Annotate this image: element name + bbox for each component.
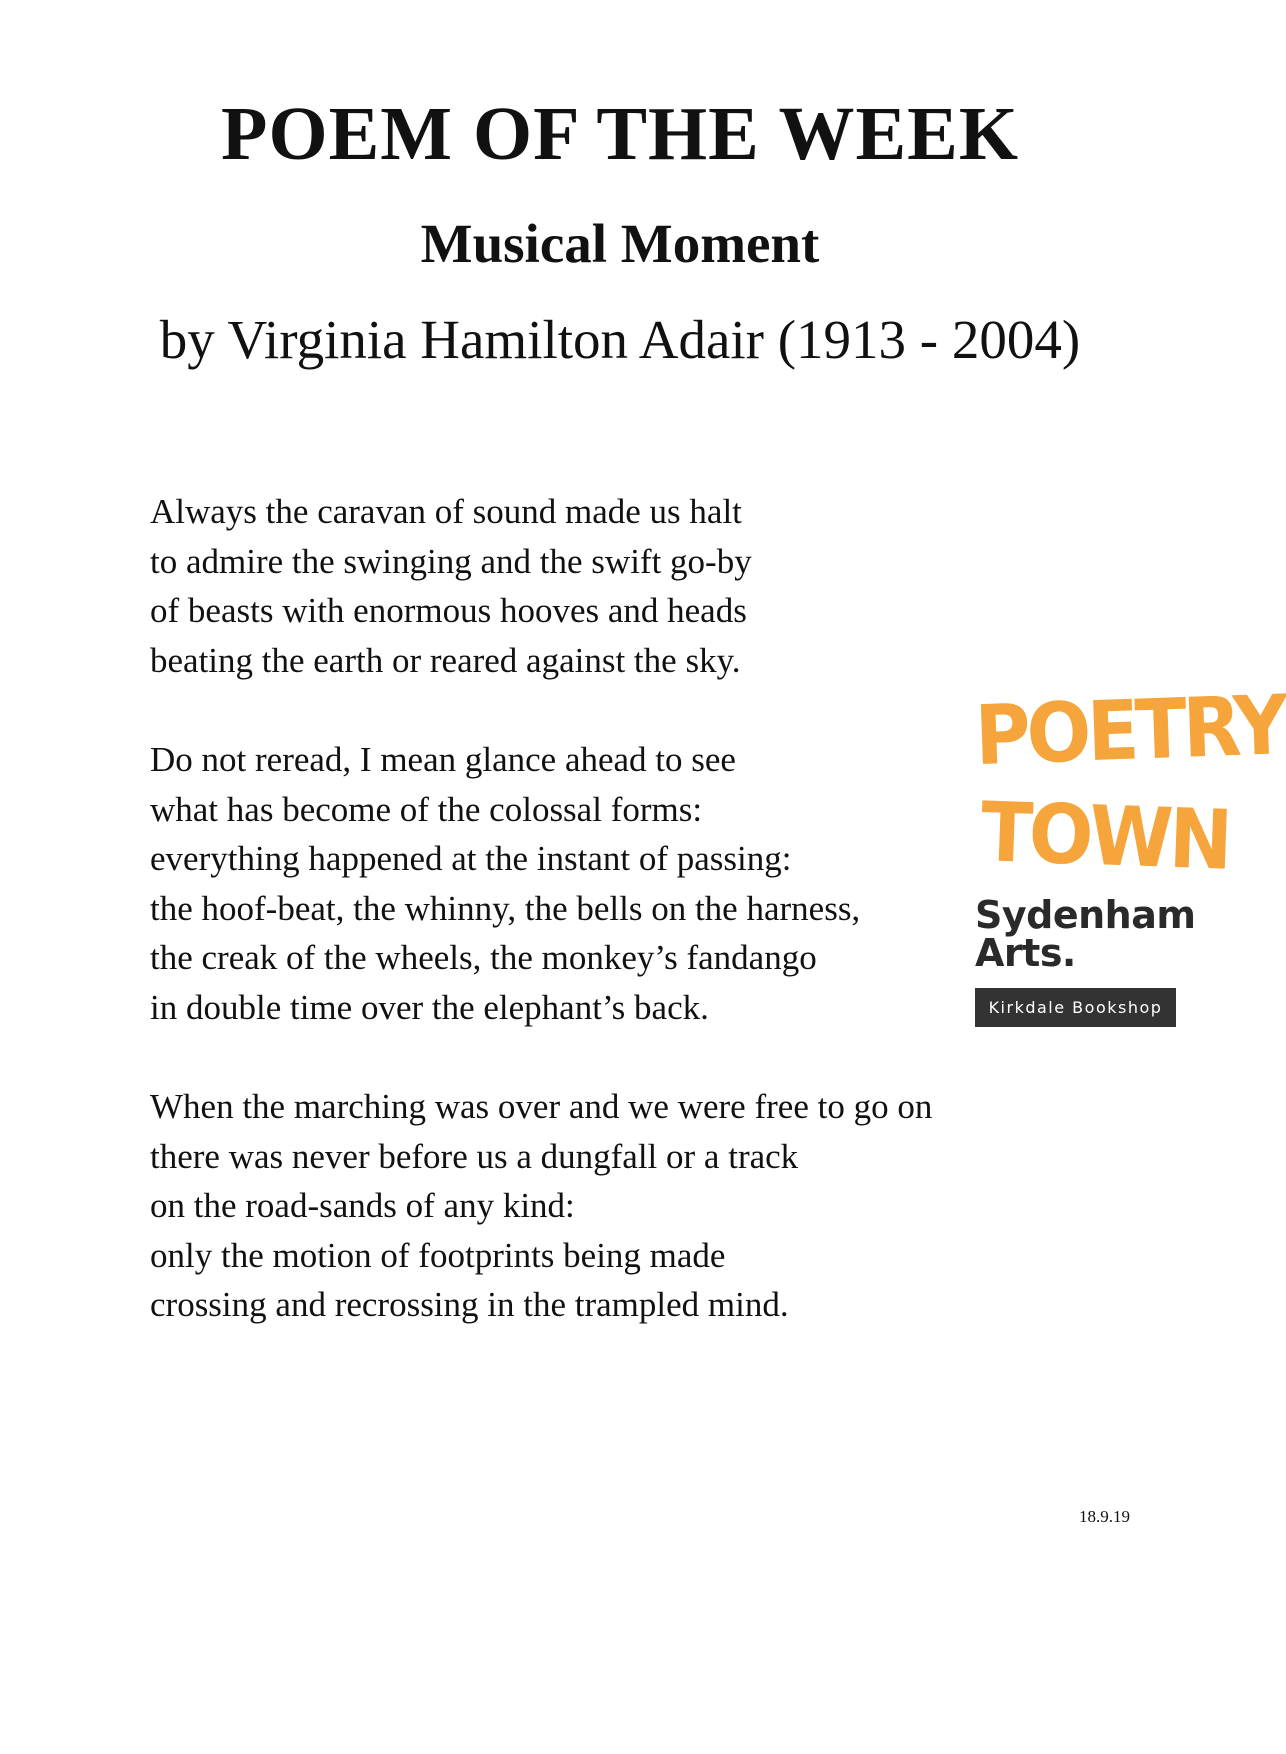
- logo-arts-text: Arts.: [975, 931, 1076, 975]
- stanza-3: [150, 1082, 1010, 1330]
- poem-byline: by Virginia Hamilton Adair (1913 - 2004): [159, 309, 1081, 370]
- poem-line: Always the caravan of sound made us halt: [150, 492, 742, 531]
- sydenham-arts-wordmark: [975, 893, 1196, 975]
- poem-line: Do not reread, I mean glance ahead to see: [150, 740, 736, 779]
- poem-line: there was never before us a dungfall or a track: [150, 1136, 799, 1176]
- poem-line: to admire the swinging and the swift go-by: [150, 541, 752, 581]
- stanza-1: [150, 487, 1010, 685]
- poem-line: When the marching was over and we were free to go on: [150, 1087, 933, 1126]
- logo-town-text: TOWN: [979, 783, 1231, 889]
- poem-line: the creak of the wheels, the monkey’s fandango: [150, 938, 817, 977]
- poetry-town-wordmark: [973, 676, 1286, 889]
- poetry-town-logo: [973, 676, 1286, 1028]
- poem-line: everything happened at the instant of passing:: [150, 839, 792, 878]
- logo-sydenham-text: Sydenham: [975, 893, 1196, 937]
- poem-line: what has become of the colossal forms:: [150, 789, 703, 829]
- poem-title: Musical Moment: [420, 213, 820, 274]
- poem-line: the hoof-beat, the whinny, the bells on the harness,: [150, 888, 861, 928]
- date-stamp: 18.9.19: [1079, 1507, 1130, 1526]
- poem-line: beating the earth or reared against the sky.: [150, 640, 741, 680]
- poem-line: of beasts with enormous hooves and heads: [150, 591, 747, 630]
- poem-line: in double time over the elephant’s back.: [150, 987, 709, 1027]
- stanza-2: [150, 735, 1010, 1032]
- poem-line: crossing and recrossing in the trampled mind.: [150, 1285, 789, 1324]
- kirkdale-bookshop-badge: Kirkdale Bookshop: [975, 988, 1176, 1027]
- main-heading: POEM OF THE WEEK: [221, 92, 1019, 176]
- poem-line: on the road-sands of any kind:: [150, 1186, 575, 1225]
- poem-line: only the motion of footprints being made: [150, 1235, 726, 1275]
- logo-poetry-text: POETRY: [973, 676, 1286, 784]
